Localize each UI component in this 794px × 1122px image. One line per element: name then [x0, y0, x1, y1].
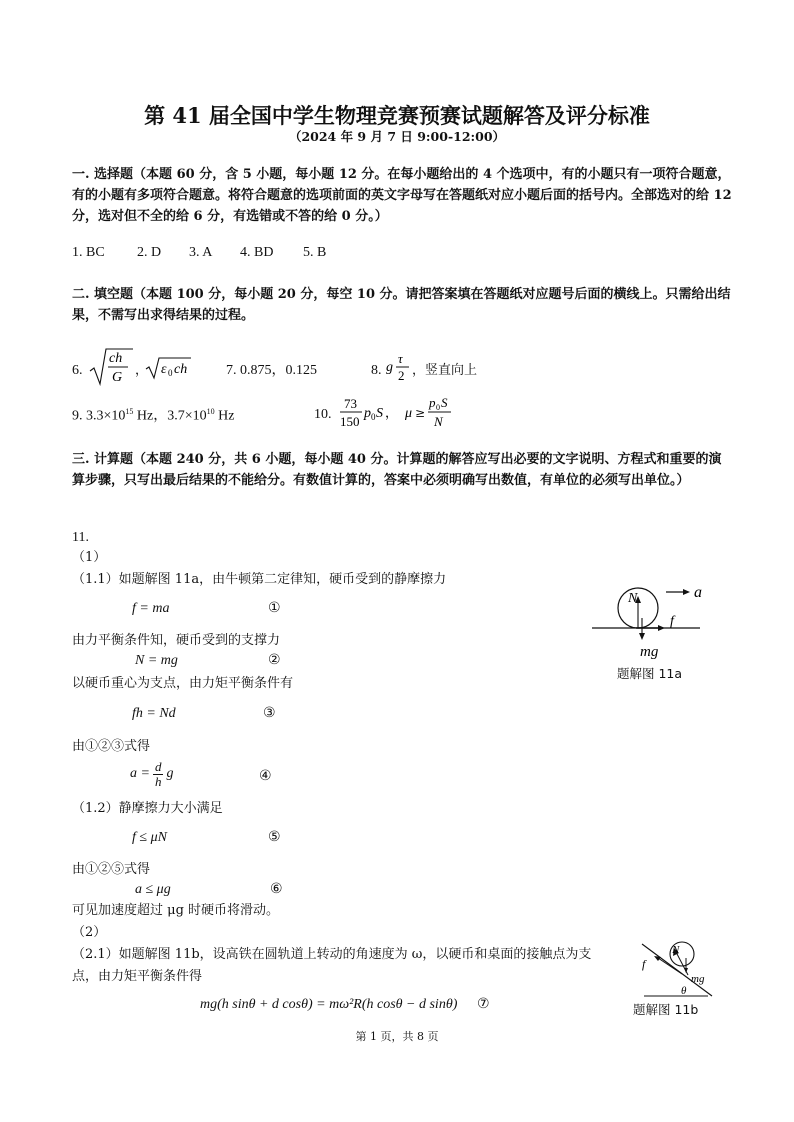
eq1-marker: ① [268, 600, 281, 616]
q9-value1: 9. 3.3×10 [72, 408, 126, 424]
eq4 [130, 760, 173, 788]
q11-part1-2-text: （1.2）静摩擦力大小满足 [72, 801, 223, 816]
label-a: a [694, 584, 702, 601]
q8-direction: ，竖直向上 [412, 363, 478, 378]
q11-part2-label: （2） [72, 925, 107, 940]
figure-11a-coin-diagram [588, 580, 718, 662]
label-mg: mg [691, 973, 705, 985]
q6-separator: ， [135, 363, 149, 378]
label-f: f [670, 614, 674, 629]
q10-separator: ， [385, 406, 399, 421]
eq2: N = mg [135, 653, 178, 668]
exam-date: （2024 年 9 月 7 日 9:00-12:00） [288, 129, 506, 144]
svg-text:S: S [376, 406, 383, 421]
eq4-num: d [154, 759, 162, 774]
svg-text:ch: ch [109, 351, 123, 366]
svg-text:0: 0 [436, 403, 440, 412]
eq3-marker: ③ [263, 705, 276, 721]
answer-3: 3. A [189, 245, 213, 260]
q11-part2-1-text-line1: （2.1）如题解图 11b，设高铁在圆轨道上转动的角速度为 ω，以硬币和桌面的接触点为支 [72, 947, 592, 962]
svg-text:≥: ≥ [415, 406, 426, 420]
answer-4: 4. BD [240, 245, 274, 260]
q10-den2: N [434, 414, 443, 429]
answer-1: 1. BC [72, 245, 105, 260]
q10-label: 10. [314, 407, 332, 422]
eq3: fh = Nd [132, 706, 176, 721]
svg-text:0: 0 [371, 412, 376, 422]
svg-text:p: p [429, 396, 436, 410]
page-footer: 第 1 页，共 8 页 [355, 1030, 439, 1043]
q6-label: 6. [72, 363, 83, 378]
svg-text:0: 0 [168, 368, 173, 378]
label-N: N [672, 944, 680, 956]
q11-part1-label: （1） [72, 550, 107, 565]
text-support-force: 由力平衡条件知，硬币受到的支撑力 [72, 633, 281, 648]
eq4-marker: ④ [259, 768, 272, 784]
figure-11b-tilted-coin-diagram [636, 936, 718, 1000]
svg-text:τ: τ [398, 352, 403, 366]
q9-exp2: 10 [206, 407, 215, 416]
text-from-125: 由①②⑤式得 [72, 862, 151, 877]
svg-text:2: 2 [398, 368, 405, 383]
label-N: N [628, 591, 638, 606]
eq6: a ≤ μg [135, 882, 171, 897]
svg-text:μ: μ [405, 406, 413, 421]
svg-text:ch: ch [174, 362, 188, 377]
label-theta: θ [681, 985, 687, 997]
eq5-marker: ⑤ [268, 829, 281, 845]
eq1: f = ma [132, 601, 170, 616]
eq5: f ≤ μN [132, 830, 167, 845]
eq4-den: h [154, 773, 162, 789]
eq4-lhs: a = [130, 766, 150, 782]
q11-number: 11. [72, 530, 89, 545]
eq7-marker: ⑦ [477, 996, 490, 1012]
q11-part2-1-text-line2: 点，由力矩平衡条件得 [72, 969, 203, 984]
section-calculation-heading: 三. 计算题（本题 240 分，共 6 小题，每小题 40 分。计算题的解答应写出必要的文字说明、方程式和重要的演算步骤，只写出最后结果的不能给分。有数值计算的，答案中必须明确写出数值，有单位的必须写出单位。） [72, 452, 722, 488]
eq2-marker: ② [268, 652, 281, 668]
q6-answer-sqrt-eps0-ch [144, 356, 192, 380]
text-sliding-condition: 可见加速度超过 μg 时硬币将滑动。 [72, 903, 280, 918]
label-f: f [642, 957, 646, 971]
q8-answer-g-tau-over-2 [385, 352, 411, 386]
svg-text:g: g [386, 360, 393, 375]
svg-text:S: S [441, 396, 448, 410]
page-title: 第 41 届全国中学生物理竞赛预赛试题解答及评分标准 [144, 103, 650, 128]
q8-label: 8. [371, 363, 382, 378]
q9-unit: Hz [214, 408, 235, 424]
q9-value2: Hz，3.7×10 [133, 408, 207, 424]
eq6-marker: ⑥ [270, 881, 283, 897]
eq4-g: g [166, 766, 174, 782]
label-mg: mg [640, 644, 659, 660]
figure-11a-caption: 题解图 11a [617, 666, 683, 681]
q7-answer: 7. 0.875，0.125 [226, 363, 317, 378]
q6-answer-sqrt-ch-over-g [88, 346, 134, 388]
q11-part1-1-text: （1.1）如题解图 11a，由牛顿第二定律知，硬币受到的静摩擦力 [72, 572, 447, 587]
answer-2: 2. D [137, 245, 162, 260]
answer-5: 5. B [303, 245, 327, 260]
eq7: mg(h sinθ + d cosθ) = mω²R(h cosθ − d sinθ) [200, 997, 458, 1012]
q9-exp1: 15 [125, 407, 134, 416]
svg-text:G: G [112, 370, 123, 385]
q10-den: 150 [340, 414, 360, 429]
section-fill-in-heading: 二. 填空题（本题 100 分，每小题 20 分，每空 10 分。请把答案填在答题纸对应题号后面的横线上。只需给出结果，不需写出求得结果的过程。 [72, 287, 731, 323]
section-multiple-choice-heading: 一. 选择题（本题 60 分，含 5 小题，每小题 12 分。在每小题给出的 4 个选项中，有的小题只有一项符合题意，有的小题有多项符合题意。将符合题意的选项前面的英文字母写在答题纸对应小题后面的括号内。全部选对的给 12 分，选对但不全的给 6 分，有选错或不答的给 0 分。） [72, 167, 732, 224]
svg-text:ε: ε [161, 362, 167, 377]
q10-num: 73 [344, 396, 357, 411]
q10-answer [338, 396, 468, 432]
q9-answer [72, 408, 234, 424]
figure-11b-caption: 题解图 11b [633, 1002, 699, 1017]
svg-text:p: p [364, 406, 371, 421]
text-torque: 以硬币重心为支点，由力矩平衡条件有 [72, 676, 294, 691]
text-from-123: 由①②③式得 [72, 739, 151, 754]
